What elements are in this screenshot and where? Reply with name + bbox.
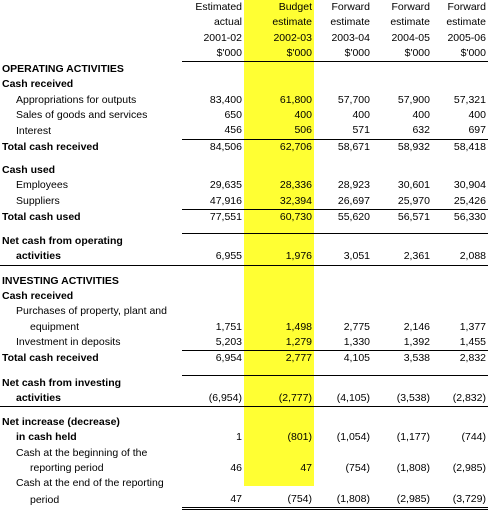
value-cell: 32,394 [279,194,312,207]
net-row [0,234,488,250]
value-cell: 400 [412,109,430,122]
row-label: in cash held [16,431,77,444]
table-row [0,476,488,491]
value-cell: (2,832) [452,391,486,404]
header-row-2 [0,15,488,30]
table-row [0,123,488,139]
total-row [0,139,488,155]
value-cell: 2,146 [403,320,430,333]
row-label: Net cash from operating [2,235,123,248]
header-cell: estimate [330,16,370,29]
value-cell: 47 [182,492,244,509]
value-cell: 632 [412,124,430,137]
value-cell: 1,392 [403,335,430,348]
header-cell: estimate [272,16,312,29]
value-cell: 456 [224,124,242,137]
header-cell: Forward [391,1,430,13]
header-cell: 2005-06 [447,31,486,44]
header-cell: Budget [278,1,312,13]
value-cell: 400 [468,109,486,122]
subsection-cash-received: Cash received [2,78,74,91]
section-investing-title: INVESTING ACTIVITIES [2,274,119,287]
value-cell: 1,751 [215,320,242,333]
header-cell: estimate [390,16,430,29]
net-row-values [0,249,488,265]
value-cell: 29,635 [209,179,242,192]
value-cell: 62,706 [244,139,314,155]
subsection-row [0,289,488,304]
row-label: Cash at the end of the reporting [16,477,164,490]
row-label: period [30,494,60,507]
value-cell: 2,088 [459,250,486,263]
value-cell: 61,800 [279,93,312,106]
row-label: Total cash received [2,352,99,365]
value-cell: (744) [461,431,486,444]
value-cell: 1,279 [285,335,312,348]
row-label: Net increase (decrease) [2,416,120,429]
value-cell: 2,777 [244,351,314,367]
header-row-1 [0,0,488,15]
subsection-cash-received: Cash received [2,290,74,303]
header-cell: 2001-02 [203,31,242,44]
subsection-cash-used: Cash used [2,163,56,176]
value-cell: (4,105) [336,391,370,404]
row-label: Total cash received [2,140,99,153]
header-cell: Forward [447,1,486,13]
value-cell: (3,729) [432,492,488,509]
header-cell: 2003-04 [331,31,370,44]
value-cell: (801) [287,431,312,444]
value-cell: 55,620 [314,209,372,225]
row-label: Cash at the beginning of the [16,446,148,459]
value-cell: 6,955 [215,250,242,263]
table-row [0,194,488,210]
value-cell: 400 [294,109,312,122]
net-row-values [0,430,488,445]
value-cell: 3,051 [343,250,370,263]
total-row [0,351,488,367]
value-cell: 28,923 [337,179,370,192]
row-label: activities [16,250,61,263]
value-cell: 56,571 [372,209,432,225]
value-cell: 58,671 [314,139,372,155]
table-row [0,446,488,461]
header-cell: $'000 [372,46,432,62]
net-row [0,415,488,430]
value-cell: 58,932 [372,139,432,155]
value-cell: 1,976 [285,250,312,263]
value-cell: 57,700 [337,93,370,106]
table-row [0,304,488,319]
value-cell: 25,970 [397,194,430,207]
row-label: activities [16,391,61,404]
header-cell: $'000 [314,46,372,62]
value-cell: 47,916 [209,194,242,207]
value-cell: (1,808) [396,462,430,475]
value-cell: 571 [352,124,370,137]
header-row-3 [0,31,488,46]
total-row [0,209,488,225]
value-cell: 60,730 [244,209,314,225]
value-cell: 2,361 [403,250,430,263]
value-cell: 46 [230,462,242,475]
section-heading-row [0,62,488,78]
value-cell: 1,330 [343,335,370,348]
table-row [0,335,488,351]
row-label: Sales of goods and services [16,109,148,122]
value-cell: 1,455 [459,335,486,348]
row-label: Appropriations for outputs [16,93,137,106]
value-cell: 77,551 [182,209,244,225]
header-cell: $'000 [244,46,314,62]
row-label: Purchases of property, plant and [16,305,167,318]
section-heading-row [0,274,488,289]
value-cell: 56,330 [432,209,488,225]
value-cell: 697 [468,124,486,137]
value-cell: 28,336 [279,179,312,192]
value-cell: 400 [352,109,370,122]
value-cell: 84,506 [182,139,244,155]
value-cell: 25,426 [453,194,486,207]
header-row-4 [0,46,488,62]
row-label: Employees [16,179,68,192]
header-cell: 2002-03 [273,31,312,44]
value-cell: 3,538 [372,351,432,367]
table-row [0,108,488,123]
value-cell: 650 [224,109,242,122]
row-label: Total cash used [2,210,81,223]
value-cell: 2,775 [343,320,370,333]
value-cell: (1,177) [396,431,430,444]
value-cell: 2,832 [432,351,488,367]
section-operating-title: OPERATING ACTIVITIES [2,63,124,76]
net-row [0,375,488,391]
header-cell: actual [213,16,242,29]
row-label: reporting period [30,462,104,475]
value-cell: (754) [345,462,370,475]
row-label: Net cash from investing [2,376,122,389]
row-label: Investment in deposits [16,336,121,349]
value-cell: (2,985) [372,492,432,509]
value-cell: (6,954) [208,391,242,404]
table-row [0,461,488,476]
header-cell: estimate [446,16,486,29]
row-label: Interest [16,124,52,137]
value-cell: (1,054) [336,431,370,444]
value-cell: 83,400 [209,93,242,106]
table-row [0,320,488,335]
value-cell: 1,498 [285,320,312,333]
value-cell: (3,538) [396,391,430,404]
row-label: equipment [30,320,80,333]
value-cell: 47 [300,462,312,475]
value-cell: 30,601 [397,179,430,192]
table-row [0,178,488,193]
value-cell: 4,105 [314,351,372,367]
value-cell: (1,808) [314,492,372,509]
value-cell: (2,985) [452,462,486,475]
value-cell: 1,377 [459,320,486,333]
value-cell: (2,777) [278,391,312,404]
value-cell: 1 [236,431,242,444]
value-cell: 26,697 [337,194,370,207]
header-cell: 2004-05 [391,31,430,44]
table-row [0,492,488,509]
value-cell: 5,203 [215,335,242,348]
header-cell: $'000 [432,46,488,62]
net-row-values [0,391,488,407]
value-cell: 30,904 [453,179,486,192]
row-label: Suppliers [16,195,60,208]
header-cell: Estimated [195,1,242,13]
header-cell: $'000 [182,46,244,62]
value-cell: 506 [294,124,312,137]
table-row [0,93,488,108]
value-cell: 6,954 [182,351,244,367]
subsection-row [0,77,488,92]
value-cell: 57,321 [453,93,486,106]
header-cell: Forward [331,1,370,13]
value-cell: 58,418 [432,139,488,155]
value-cell: 57,900 [397,93,430,106]
value-cell: (754) [244,492,314,509]
subsection-row [0,163,488,178]
